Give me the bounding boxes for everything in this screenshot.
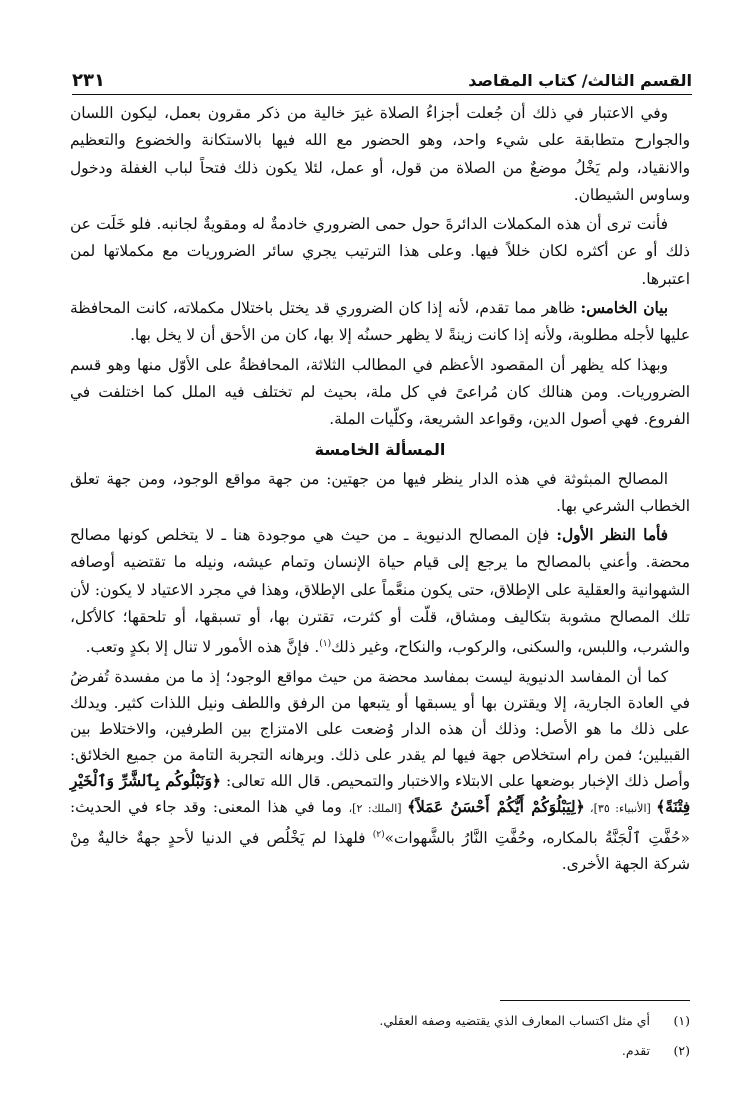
footnotes <box>70 1000 690 1071</box>
page-body <box>70 100 690 879</box>
footnote <box>70 1011 690 1031</box>
footnote-divider <box>500 1000 690 1001</box>
footnote <box>70 1041 690 1061</box>
paragraph-lead: بيان الخامس: <box>580 299 668 318</box>
running-head: القسم الثالث/ كتاب المقاصد <box>468 71 692 90</box>
footnote-number: (٢) <box>673 1043 690 1058</box>
paragraph-lead: فأما النظر الأول: <box>556 526 668 545</box>
section-title: المسألة الخامسة <box>314 439 446 459</box>
paragraph: وبهذا كله يظهر أن المقصود الأعظم في المطالب الثلاثة، المحافظةُ على الأوّل منها وهو قسم الضروريات. ومن هنالك كان مُراعىً في كل ملة، بحيث لم تختلف فيه الملل كما اختلفت في الفروع. فهي أصول الدين، وقواعد الشريعة، وكلّيات الملة. <box>70 355 690 429</box>
footnote-text: أي مثل اكتساب المعارف الذي يقتضيه وصفه العقلي. <box>379 1013 650 1028</box>
quran-verse: ﴿وَنَبْلُوكُم بِٱلشَّرِّ وَٱلْخَيْرِ فِتْنَةً﴾ <box>70 771 691 816</box>
footnote-marker[interactable]: (١) <box>319 639 332 650</box>
paragraph: فأما النظر الأول: فإن المصالح الدنيوية ـ من حيث هي موجودة هنا ـ لا يتخلص كونها مصالح محضة. وأعني بالمصالح ما يرجع إلى قيام حياة الإنسان وتمام عيشه، ونيله ما تقتضيه أوصافه الشهوانية والعقلية على الإطلاق، حتى يكون منعَّماً على الإطلاق، وهذا في مجرد الاعتياد لا يكون: لأن تلك المصالح مشوبة بتكاليف ومشاق، قلّت أو كثرت، تقترن بها، أو تسبقها، أو تلحقها؛ كالأكل، والشرب، واللبس، والسكنى، والركوب، والنكاح، وغير ذلك$^{(١)}$. فإنَّ هذه الأمور لا تنال إلا بكدٍ وتعب. <box>70 526 690 657</box>
footnote-text: تقدم. <box>621 1043 650 1058</box>
page-number: ٢٣١ <box>72 70 105 91</box>
verse-reference: [الأنبياء: ٣٥]، <box>584 801 657 815</box>
verse-reference: [الملك: ٢]، <box>348 801 408 815</box>
paragraph: وفي الاعتبار في ذلك أن جُعلت أجزاءُ الصلاة غيرَ خالية من ذكر مقرون بعمل، ليكون اللسان والجوارح متطابقة على شيء واحد، وهو الحضور مع الله فيها بالاستكانة والخضوع والتعظيم والانقياد، ولم يَخْلُ موضعٌ من الصلاة من قول، أو عمل، لئلا يكون ذلك فتحاً لباب الغفلة ودخول وساوس الشيطان. <box>70 104 690 204</box>
footnote-number: (١) <box>673 1013 690 1028</box>
page-header <box>72 64 692 95</box>
paragraph: بيان الخامس: ظاهر مما تقدم، لأنه إذا كان الضروري قد يختل باختلال مكملاته، كانت المحافظة عليها لأجله مطلوبة، ولأنه إذا كانت زينةً لا يظهر حسنُه إلا بها، كان من الأحق أن لا يخل بها. <box>70 299 690 345</box>
quran-verse: ﴿لِيَبْلُوَكُمْ أَيُّكُمْ أَحْسَنُ عَمَلاً﴾ <box>407 797 585 816</box>
footnote-marker[interactable]: (٢) <box>372 829 385 840</box>
paragraph: كما أن المفاسد الدنيوية ليست بمفاسد محضة من حيث مواقع الوجود؛ إذ ما من مفسدة تُفرضُ في العادة الجارية، إلا ويقترن بها أو يسبقها أو يتبعها من الرفق واللطف ونيل اللذات كثير. ويدلك على ذلك ما هو الأصل: وذلك أن هذه الدار وُضعت على الامتزاج بين الطرفين، والاختلاط بين القبيلين؛ فمن رام استخلاص جهة فيها لم يقدر على ذلك. وبرهانه التجربة التامة من جميع الخلائق: وأصل ذلك الإخبار بوضعها على الابتلاء والاختبار والتمحيص. قال الله تعالى: ﴿وَنَبْلُوكُم بِٱلشَّرِّ وَٱلْخَيْرِ فِتْنَةً﴾ [الأنبياء: ٣٥]، ﴿لِيَبْلُوَكُمْ أَيُّكُمْ أَحْسَنُ عَمَلاً﴾ [الملك: ٢]، وما في هذا المعنى: وقد جاء في الحديث: «حُفَّتِ ٱلْجَنَّةُ بالمكاره، وحُفَّتِ النَّارُ بالشَّهوات»$^{(٢)}$ فلهذا لم يَخْلُص في الدنيا لأحدٍ جهةٌ خاليةٌ مِنْ شركة الجهة الأخرى. <box>70 667 691 873</box>
paragraph: فأنت ترى أن هذه المكملات الدائرةَ حول حمى الضروري خادمةٌ له ومقويةٌ لجانبه. فلو خَلَت عن ذلك أو عن أكثره لكان خللاً فيها. وعلى هذا الترتيب يجري سائر الضروريات مع مكملاتها لمن اعتبرها. <box>70 215 690 288</box>
paragraph: المصالح المبثوثة في هذه الدار ينظر فيها من جهتين: من جهة مواقع الوجود، ومن جهة تعلق الخطاب الشرعي بها. <box>70 469 690 515</box>
